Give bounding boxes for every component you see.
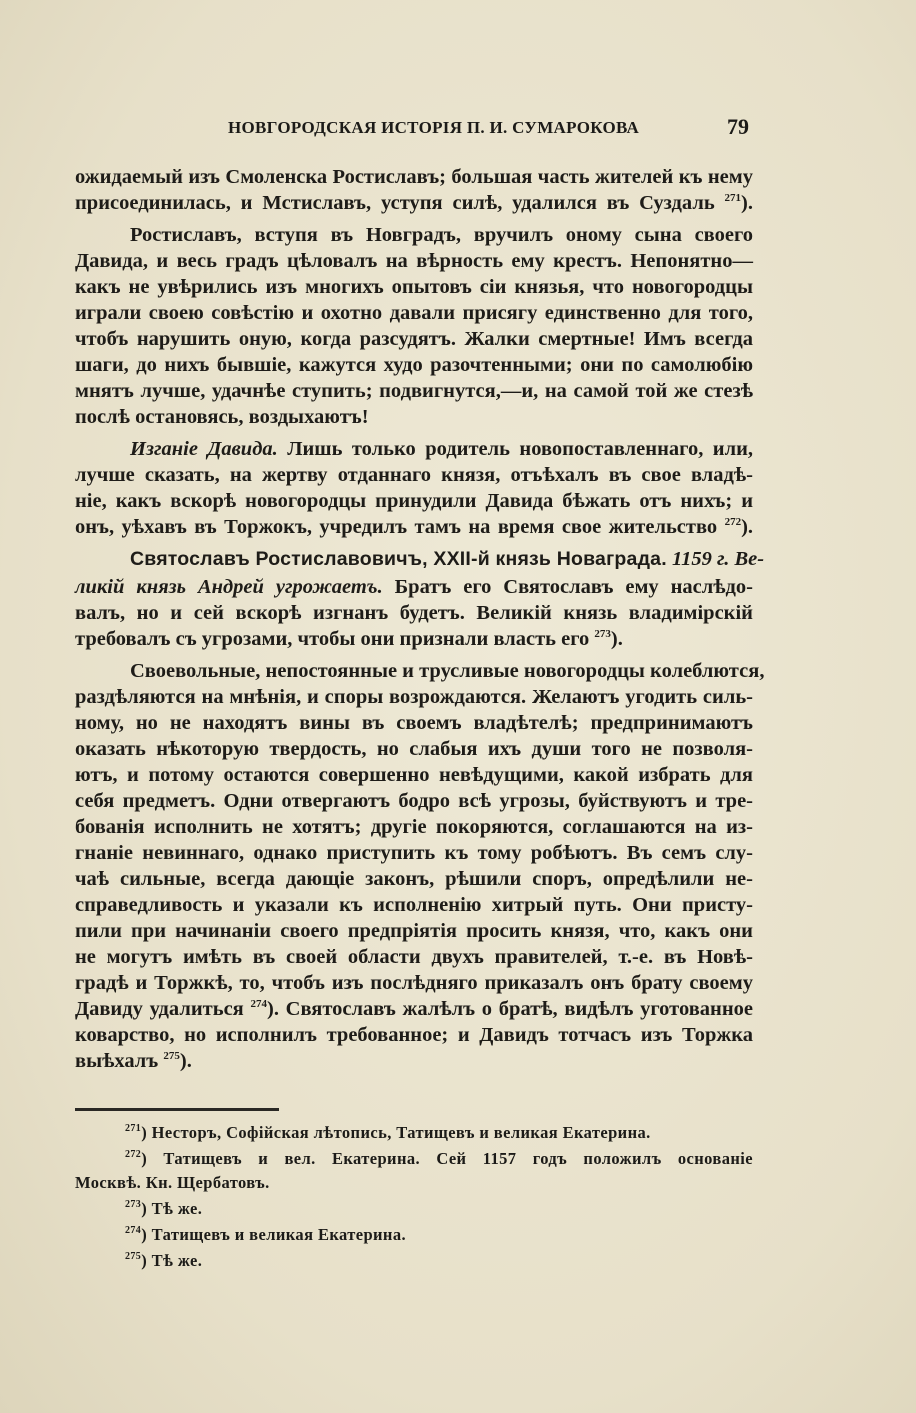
text-line: бованія исполнить не хотятъ; другіе покоряются, соглашаются на из- bbox=[75, 816, 753, 838]
text-line: пили при начинаніи своего предпріятія просить князя, что, какъ они bbox=[75, 920, 753, 942]
marginal-heading: ликій князь Андрей угрожаетъ. bbox=[75, 576, 383, 598]
text-line: Своевольные, непостоянные и трусливые новогородцы колеблются, bbox=[130, 660, 765, 682]
text-line: оказать нѣкоторую твердость, но слабыя ихъ души того не позволя- bbox=[75, 738, 753, 760]
text-line: раздѣляются на мнѣнія, и споры возрождаются. Желаютъ угодить силь- bbox=[75, 686, 753, 708]
text-line: выѣхалъ $^{275}$). bbox=[75, 1050, 192, 1072]
footnote-ref: 274 bbox=[250, 998, 267, 1010]
text-line: ликій князь Андрей угрожаетъ. Братъ его Святославъ ему наслѣдо- bbox=[75, 576, 753, 598]
footnote-continuation: Москвѣ. Кн. Щербатовъ. bbox=[75, 1173, 270, 1192]
text-line: ніе, какъ вскорѣ новогородцы принудили Давида бѣжать отъ нихъ; и bbox=[75, 490, 753, 512]
text-line: чаѣ сильные, всегда дающіе законъ, рѣшили споръ, опредѣлили не- bbox=[75, 868, 753, 890]
text-line: требовалъ съ угрозами, чтобы они признали власть его $^{273}$). bbox=[75, 628, 623, 650]
text-line: ютъ, и потому остаются совершенно невѣдущими, какой избрать для bbox=[75, 764, 753, 786]
footnote: $^{272}$) Татищевъ и вел. Екатерина. Сей 1157 годъ положилъ основаніе bbox=[125, 1149, 753, 1168]
footnote: $^{274}$) Татищевъ и великая Екатерина. bbox=[125, 1225, 407, 1244]
footnote-ref: 272 bbox=[724, 516, 742, 528]
footnote: $^{271}$) Несторъ, Софійская лѣтопись, Татищевъ и великая Екатерина. bbox=[125, 1123, 651, 1142]
text-line: ожидаемый изъ Смоленска Ростиславъ; большая часть жителей къ нему bbox=[75, 166, 753, 188]
text-line: какъ не увѣрились изъ многихъ опытовъ сіи князья, что новогородцы bbox=[75, 276, 753, 298]
text-line: чтобъ нарушить оную, когда разсудятъ. Жалки смертные! Имъ всегда bbox=[75, 328, 753, 350]
footnote-rule bbox=[75, 1108, 279, 1111]
text-line: Изганіе Давида. Лишь только родитель новопоставленнаго, или, bbox=[130, 438, 754, 460]
footnote-number: 275 bbox=[125, 1251, 142, 1262]
text-line: присоединилась, и Мстиславъ, уступя силѣ, удалился въ Суздаль $^{271}$). bbox=[75, 192, 753, 214]
text-line: играли своею совѣстію и охотно давали присягу единственно для того, bbox=[75, 302, 753, 324]
running-head: НОВГОРОДСКАЯ ИСТОРІЯ П. И. СУМАРОКОВА bbox=[228, 118, 640, 137]
page-number: 79 bbox=[727, 114, 749, 139]
text-line: градѣ и Торжкѣ, то, чтобъ изъ послѣдняго приказалъ онъ брату своему bbox=[75, 972, 753, 994]
text-line: мнятъ лучше, удачнѣе ступить; подвигнутся,—и, на самой той же стезѣ bbox=[75, 380, 753, 402]
footnote-number: 272 bbox=[125, 1149, 142, 1160]
footnote-ref: 275 bbox=[163, 1050, 180, 1062]
footnote: $^{273}$) Тѣ же. bbox=[125, 1199, 203, 1218]
footnote-ref: 273 bbox=[594, 628, 611, 640]
text-line: ному, но не находятъ вины въ своемъ владѣтелѣ; предпринимаютъ bbox=[75, 712, 753, 734]
text-line: шаги, до нихъ бывшіе, кажутся худо разочтенными; они по самолюбію bbox=[75, 354, 753, 376]
text-line: послѣ остановясь, воздыхаютъ! bbox=[75, 406, 369, 428]
text-line: себя предметъ. Одни отвергаютъ бодро всѣ угрозы, буйствуютъ и тре- bbox=[75, 790, 753, 812]
section-heading: Святославъ Ростиславовичъ, XXII-й князь Новаграда. bbox=[130, 548, 667, 570]
footnote-ref: 271 bbox=[724, 192, 742, 204]
text-line: Святославъ Ростиславовичъ, XXII-й князь Новаграда. 1159 г. Ве- bbox=[130, 548, 765, 570]
text-line: Давида, и весь градъ цѣловалъ на вѣрность ему крестъ. Непонятно— bbox=[75, 250, 753, 272]
text-line: лучше сказать, на жертву отданнаго князя, отъѣхалъ въ свое владѣ- bbox=[75, 464, 753, 486]
marginal-heading: Изганіе Давида. bbox=[130, 438, 278, 460]
text-line: Ростиславъ, вступя въ Новградъ, вручилъ оному сына своего bbox=[130, 224, 753, 246]
footnote-number: 274 bbox=[125, 1225, 142, 1236]
text-line: справедливость и указали къ исполненію хитрый путь. Они присту- bbox=[75, 894, 753, 916]
text-line: коварство, но исполнилъ требованное; и Давидъ тотчасъ изъ Торжка bbox=[75, 1024, 753, 1046]
text-line: онъ, уѣхавъ въ Торжокъ, учредилъ тамъ на время свое жительство $^{272}$). bbox=[75, 516, 754, 538]
text-line: гнаніе невиннаго, однако приступить къ тому робѣютъ. Въ семъ слу- bbox=[75, 842, 753, 864]
footnote: $^{275}$) Тѣ же. bbox=[125, 1251, 203, 1270]
text-line: валъ, но и сей вскорѣ изгнанъ будетъ. Великій князь владимірскій bbox=[75, 602, 753, 624]
footnote-number: 271 bbox=[125, 1123, 142, 1134]
text-line: не могутъ имѣть въ своей области двухъ правителей, т.-е. въ Новѣ- bbox=[75, 946, 753, 968]
text-line: Давиду удалиться $^{274}$). Святославъ жалѣлъ о братѣ, видѣлъ уготованное bbox=[75, 998, 753, 1020]
footnote-number: 273 bbox=[125, 1199, 142, 1210]
